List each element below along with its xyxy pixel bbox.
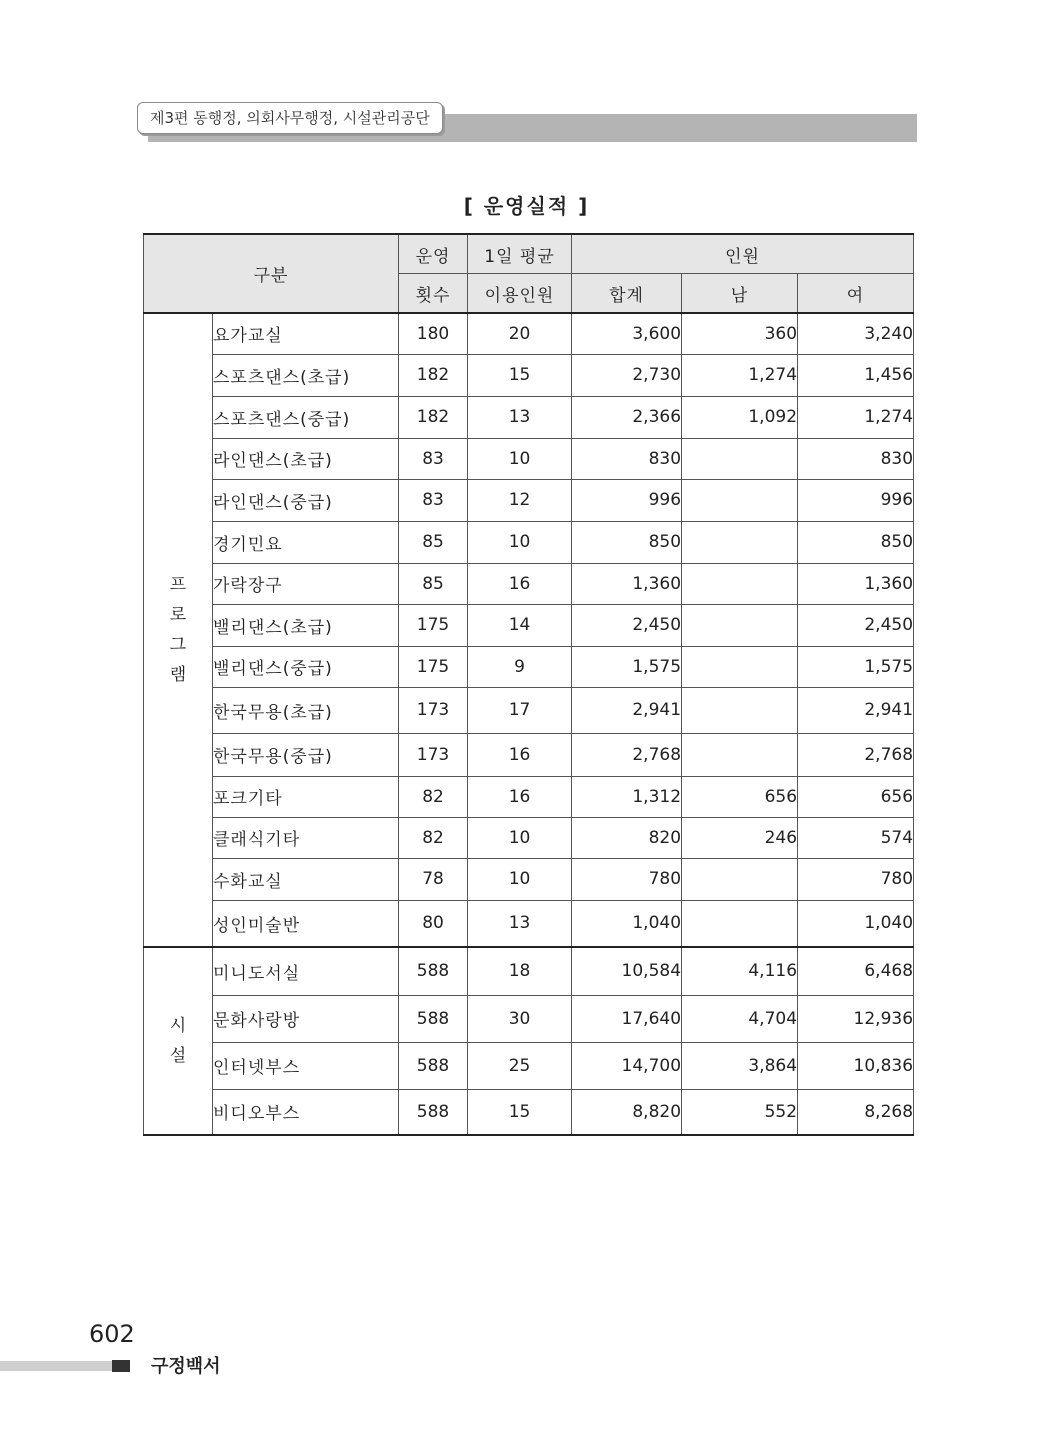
cell-count: 588 <box>399 1042 468 1089</box>
section-title: [ 운영실적 ] <box>463 194 590 218</box>
cell-avg: 9 <box>468 646 572 687</box>
cell-male <box>682 858 798 900</box>
cell-female: 1,274 <box>798 396 914 438</box>
table-row <box>144 354 914 396</box>
cell-total: 1,312 <box>572 776 682 817</box>
cell-avg: 17 <box>468 687 572 733</box>
table-row <box>144 1089 914 1135</box>
cell-count: 82 <box>399 817 468 858</box>
header-female: 여 <box>798 274 914 314</box>
cell-male <box>682 687 798 733</box>
cell-count: 182 <box>399 354 468 396</box>
cell-male: 1,092 <box>682 396 798 438</box>
header-avg-line2: 이용인원 <box>468 274 572 314</box>
cell-count: 83 <box>399 479 468 521</box>
cell-count: 83 <box>399 438 468 479</box>
cell-avg: 20 <box>468 313 572 354</box>
footer-bar <box>0 1361 112 1371</box>
cell-male <box>682 646 798 687</box>
group-label-char: 램 <box>169 665 187 685</box>
table-body <box>144 313 914 1135</box>
table-row <box>144 646 914 687</box>
operations-table <box>143 233 914 1136</box>
cell-total: 17,640 <box>572 995 682 1042</box>
cell-count: 588 <box>399 947 468 995</box>
cell-name: 한국무용(중급) <box>213 733 399 776</box>
table-row <box>144 396 914 438</box>
cell-name: 포크기타 <box>213 776 399 817</box>
cell-name: 문화사랑방 <box>213 995 399 1042</box>
cell-male: 3,864 <box>682 1042 798 1089</box>
cell-female: 656 <box>798 776 914 817</box>
cell-count: 588 <box>399 995 468 1042</box>
header-count-line2: 횟수 <box>399 274 468 314</box>
footer-block <box>112 1360 130 1372</box>
header-people: 인원 <box>572 234 914 274</box>
cell-total: 996 <box>572 479 682 521</box>
cell-count: 85 <box>399 521 468 563</box>
cell-count: 173 <box>399 687 468 733</box>
cell-male <box>682 521 798 563</box>
cell-count: 173 <box>399 733 468 776</box>
cell-total: 1,040 <box>572 900 682 947</box>
table-row <box>144 817 914 858</box>
cell-female: 574 <box>798 817 914 858</box>
cell-name: 성인미술반 <box>213 900 399 947</box>
cell-female: 830 <box>798 438 914 479</box>
table-row <box>144 858 914 900</box>
cell-name: 미니도서실 <box>213 947 399 995</box>
cell-total: 1,575 <box>572 646 682 687</box>
header-male: 남 <box>682 274 798 314</box>
cell-female: 8,268 <box>798 1089 914 1135</box>
cell-avg: 15 <box>468 1089 572 1135</box>
cell-female: 3,240 <box>798 313 914 354</box>
cell-name: 스포츠댄스(초급) <box>213 354 399 396</box>
header-total: 합계 <box>572 274 682 314</box>
cell-male <box>682 900 798 947</box>
cell-male <box>682 733 798 776</box>
cell-avg: 10 <box>468 438 572 479</box>
cell-name: 비디오부스 <box>213 1089 399 1135</box>
table-row <box>144 1042 914 1089</box>
table-row <box>144 479 914 521</box>
group-label <box>144 313 213 947</box>
cell-name: 수화교실 <box>213 858 399 900</box>
cell-name: 인터넷부스 <box>213 1042 399 1089</box>
group-label-char: 프 <box>169 575 187 595</box>
cell-name: 라인댄스(중급) <box>213 479 399 521</box>
cell-female: 780 <box>798 858 914 900</box>
cell-female: 850 <box>798 521 914 563</box>
table-row <box>144 313 914 354</box>
cell-name: 요가교실 <box>213 313 399 354</box>
cell-avg: 10 <box>468 858 572 900</box>
cell-name: 클래식기타 <box>213 817 399 858</box>
book-title: 구정백서 <box>151 1356 221 1377</box>
header-count-line1: 운영 <box>399 234 468 274</box>
cell-name: 밸리댄스(초급) <box>213 604 399 646</box>
cell-avg: 16 <box>468 563 572 604</box>
cell-female: 6,468 <box>798 947 914 995</box>
cell-count: 82 <box>399 776 468 817</box>
table-row <box>144 776 914 817</box>
cell-total: 850 <box>572 521 682 563</box>
cell-total: 1,360 <box>572 563 682 604</box>
cell-total: 2,941 <box>572 687 682 733</box>
page-number: 602 <box>89 1320 135 1348</box>
table-row <box>144 521 914 563</box>
cell-avg: 16 <box>468 733 572 776</box>
cell-female: 1,575 <box>798 646 914 687</box>
cell-count: 85 <box>399 563 468 604</box>
cell-male: 656 <box>682 776 798 817</box>
cell-avg: 13 <box>468 900 572 947</box>
cell-total: 2,730 <box>572 354 682 396</box>
cell-male <box>682 479 798 521</box>
cell-name: 라인댄스(초급) <box>213 438 399 479</box>
group-label-char: 그 <box>169 635 187 655</box>
cell-count: 588 <box>399 1089 468 1135</box>
cell-name: 경기민요 <box>213 521 399 563</box>
cell-total: 3,600 <box>572 313 682 354</box>
cell-name: 가락장구 <box>213 563 399 604</box>
cell-male: 246 <box>682 817 798 858</box>
cell-female: 2,941 <box>798 687 914 733</box>
table-row <box>144 900 914 947</box>
cell-female: 1,360 <box>798 563 914 604</box>
cell-avg: 25 <box>468 1042 572 1089</box>
cell-female: 10,836 <box>798 1042 914 1089</box>
cell-avg: 15 <box>468 354 572 396</box>
group-label-char: 로 <box>169 605 187 625</box>
cell-total: 14,700 <box>572 1042 682 1089</box>
cell-male: 552 <box>682 1089 798 1135</box>
header-category: 구분 <box>144 234 399 313</box>
table-row <box>144 687 914 733</box>
cell-total: 8,820 <box>572 1089 682 1135</box>
cell-count: 175 <box>399 604 468 646</box>
cell-avg: 30 <box>468 995 572 1042</box>
group-label-char: 시 <box>169 1016 187 1036</box>
cell-count: 180 <box>399 313 468 354</box>
cell-female: 996 <box>798 479 914 521</box>
cell-count: 182 <box>399 396 468 438</box>
cell-male <box>682 438 798 479</box>
header-avg-line1: 1일 평균 <box>468 234 572 274</box>
table-row <box>144 995 914 1042</box>
cell-male <box>682 604 798 646</box>
cell-name: 한국무용(초급) <box>213 687 399 733</box>
cell-total: 830 <box>572 438 682 479</box>
cell-avg: 14 <box>468 604 572 646</box>
cell-name: 밸리댄스(중급) <box>213 646 399 687</box>
cell-total: 10,584 <box>572 947 682 995</box>
cell-total: 2,768 <box>572 733 682 776</box>
cell-male <box>682 563 798 604</box>
cell-female: 1,456 <box>798 354 914 396</box>
cell-avg: 16 <box>468 776 572 817</box>
cell-avg: 10 <box>468 521 572 563</box>
cell-name: 스포츠댄스(중급) <box>213 396 399 438</box>
cell-female: 2,768 <box>798 733 914 776</box>
cell-total: 2,450 <box>572 604 682 646</box>
cell-total: 2,366 <box>572 396 682 438</box>
cell-female: 2,450 <box>798 604 914 646</box>
table-row <box>144 604 914 646</box>
cell-male: 4,116 <box>682 947 798 995</box>
table-row <box>144 563 914 604</box>
cell-male: 1,274 <box>682 354 798 396</box>
cell-count: 78 <box>399 858 468 900</box>
cell-total: 820 <box>572 817 682 858</box>
table-row <box>144 947 914 995</box>
cell-total: 780 <box>572 858 682 900</box>
chapter-tab: 제3편 동행정, 의회사무행정, 시설관리공단 <box>137 102 443 134</box>
cell-avg: 13 <box>468 396 572 438</box>
cell-avg: 12 <box>468 479 572 521</box>
cell-male: 360 <box>682 313 798 354</box>
cell-count: 80 <box>399 900 468 947</box>
group-label <box>144 947 213 1135</box>
cell-male: 4,704 <box>682 995 798 1042</box>
cell-count: 175 <box>399 646 468 687</box>
table-row <box>144 438 914 479</box>
group-label-char: 설 <box>169 1046 187 1066</box>
cell-avg: 10 <box>468 817 572 858</box>
cell-avg: 18 <box>468 947 572 995</box>
cell-female: 1,040 <box>798 900 914 947</box>
cell-female: 12,936 <box>798 995 914 1042</box>
table-row <box>144 733 914 776</box>
